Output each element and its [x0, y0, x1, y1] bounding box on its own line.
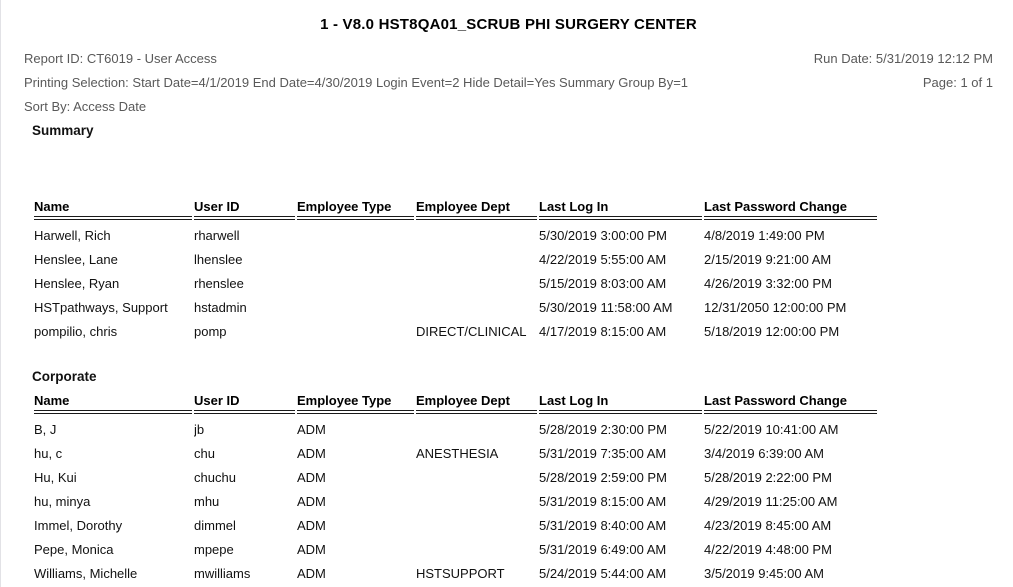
table-row: [34, 248, 877, 272]
column-header-last-password-change: Last Password Change: [704, 391, 877, 414]
cell-name: hu, minya: [34, 494, 91, 509]
table-row: [34, 296, 877, 320]
table-row: [34, 220, 877, 248]
cell-name: B, J: [34, 422, 57, 437]
table-header-row: [34, 197, 877, 220]
sort-by-label: Sort By: Access Date: [24, 99, 147, 114]
section-heading: Corporate: [32, 369, 97, 384]
cell-user-id: chu: [194, 446, 215, 461]
report-section: [32, 122, 993, 344]
cell-employee-dept: HSTSUPPORT: [416, 566, 505, 581]
table-row: [34, 414, 877, 442]
cell-last-log-in: 5/31/2019 6:49:00 AM: [539, 542, 667, 557]
cell-employee-type: ADM: [297, 542, 326, 557]
column-header-employee-type: Employee Type: [297, 391, 414, 414]
table-header-row: [34, 391, 877, 414]
cell-user-id: hstadmin: [194, 300, 247, 315]
column-header-name: Name: [34, 391, 192, 414]
cell-last-log-in: 5/28/2019 2:30:00 PM: [539, 422, 667, 437]
printing-selection-label: Printing Selection: Start Date=4/1/2019 End Date=4/30/2019 Login Event=2 Hide Detail=Yes Summary Group By=1: [24, 75, 689, 90]
column-header-last-password-change: Last Password Change: [704, 197, 877, 220]
cell-user-id: rhenslee: [194, 276, 244, 291]
page-number-label: Page: 1 of 1: [922, 75, 993, 90]
cell-employee-type: ADM: [297, 494, 326, 509]
cell-employee-type: ADM: [297, 422, 326, 437]
cell-employee-dept: [416, 414, 537, 442]
cell-last-password-change: 3/4/2019 6:39:00 AM: [704, 446, 824, 461]
cell-last-log-in: 5/15/2019 8:03:00 AM: [539, 276, 667, 291]
table-row: [34, 272, 877, 296]
cell-name: HSTpathways, Support: [34, 300, 168, 315]
cell-employee-type: [297, 296, 414, 320]
report-id-label: Report ID: CT6019 - User Access: [24, 51, 217, 66]
report-section: [32, 368, 993, 586]
cell-employee-dept: [416, 490, 537, 514]
cell-employee-type: ADM: [297, 446, 326, 461]
cell-name: hu, c: [34, 446, 63, 461]
cell-employee-dept: [416, 220, 537, 248]
cell-employee-dept: [416, 538, 537, 562]
cell-name: Henslee, Lane: [34, 252, 118, 267]
cell-name: Pepe, Monica: [34, 542, 114, 557]
cell-user-id: dimmel: [194, 518, 236, 533]
column-header-last-log-in: Last Log In: [539, 391, 702, 414]
cell-last-log-in: 5/31/2019 8:40:00 AM: [539, 518, 667, 533]
cell-last-log-in: 5/24/2019 5:44:00 AM: [539, 566, 667, 581]
cell-name: Hu, Kui: [34, 470, 77, 485]
report-page: [1, 0, 1013, 586]
cell-last-password-change: 5/18/2019 12:00:00 PM: [704, 324, 840, 339]
cell-last-password-change: 3/5/2019 9:45:00 AM: [704, 566, 824, 581]
cell-last-log-in: 4/17/2019 8:15:00 AM: [539, 324, 667, 339]
cell-user-id: mwilliams: [194, 566, 251, 581]
cell-user-id: mpepe: [194, 542, 234, 557]
cell-user-id: rharwell: [194, 228, 240, 243]
cell-employee-dept: [416, 248, 537, 272]
data-table: [32, 197, 879, 344]
cell-user-id: mhu: [194, 494, 220, 509]
cell-employee-dept: [416, 296, 537, 320]
column-header-name: Name: [34, 197, 192, 220]
column-header-last-log-in: Last Log In: [539, 197, 702, 220]
cell-last-password-change: 2/15/2019 9:21:00 AM: [704, 252, 832, 267]
cell-employee-dept: [416, 272, 537, 296]
table-row: [34, 320, 877, 344]
cell-last-log-in: 4/22/2019 5:55:00 AM: [539, 252, 667, 267]
cell-last-password-change: 4/26/2019 3:32:00 PM: [704, 276, 832, 291]
cell-name: pompilio, chris: [34, 324, 118, 339]
column-header-user-id: User ID: [194, 197, 295, 220]
cell-employee-type: ADM: [297, 566, 326, 581]
cell-employee-dept: ANESTHESIA: [416, 446, 499, 461]
cell-last-password-change: 4/29/2019 11:25:00 AM: [704, 494, 838, 509]
report-title: 1 - V8.0 HST8QA01_SCRUB PHI SURGERY CENTER: [320, 16, 697, 33]
cell-employee-type: [297, 272, 414, 296]
cell-employee-type: [297, 320, 414, 344]
cell-last-password-change: 4/23/2019 8:45:00 AM: [704, 518, 832, 533]
report-body: [32, 122, 993, 586]
cell-user-id: pomp: [194, 324, 227, 339]
table-row: [34, 538, 877, 562]
table-row: [34, 466, 877, 490]
cell-user-id: chuchu: [194, 470, 236, 485]
cell-last-log-in: 5/30/2019 3:00:00 PM: [539, 228, 667, 243]
meta-row-2: [24, 71, 993, 95]
meta-row-1: [24, 47, 993, 71]
table-row: [34, 514, 877, 538]
run-date-label: Run Date: 5/31/2019 12:12 PM: [813, 51, 993, 66]
cell-employee-dept: [416, 514, 537, 538]
table-row: [34, 490, 877, 514]
cell-last-password-change: 5/22/2019 10:41:00 AM: [704, 422, 839, 437]
cell-name: Harwell, Rich: [34, 228, 111, 243]
column-header-user-id: User ID: [194, 391, 295, 414]
table-row: [34, 562, 877, 586]
table-row: [34, 442, 877, 466]
cell-employee-type: ADM: [297, 518, 326, 533]
column-header-employee-type: Employee Type: [297, 197, 414, 220]
data-table: [32, 391, 879, 586]
cell-last-log-in: 5/28/2019 2:59:00 PM: [539, 470, 667, 485]
cell-name: Williams, Michelle: [34, 566, 138, 581]
column-header-employee-dept: Employee Dept: [416, 197, 537, 220]
report-meta: [24, 47, 993, 119]
meta-row-3: [24, 95, 993, 119]
cell-user-id: lhenslee: [194, 252, 243, 267]
column-header-employee-dept: Employee Dept: [416, 391, 537, 414]
cell-employee-dept: [416, 466, 537, 490]
cell-last-password-change: 5/28/2019 2:22:00 PM: [704, 470, 832, 485]
cell-last-password-change: 12/31/2050 12:00:00 PM: [704, 300, 847, 315]
cell-last-password-change: 4/8/2019 1:49:00 PM: [704, 228, 825, 243]
section-heading: Summary: [32, 123, 94, 138]
cell-name: Henslee, Ryan: [34, 276, 120, 291]
cell-employee-type: ADM: [297, 470, 326, 485]
cell-last-password-change: 4/22/2019 4:48:00 PM: [704, 542, 832, 557]
cell-name: Immel, Dorothy: [34, 518, 123, 533]
cell-last-log-in: 5/31/2019 7:35:00 AM: [539, 446, 667, 461]
cell-last-log-in: 5/30/2019 11:58:00 AM: [539, 300, 673, 315]
cell-employee-type: [297, 248, 414, 272]
cell-employee-type: [297, 220, 414, 248]
cell-last-log-in: 5/31/2019 8:15:00 AM: [539, 494, 667, 509]
cell-employee-dept: DIRECT/CLINICAL: [416, 324, 527, 339]
cell-user-id: jb: [194, 422, 205, 437]
